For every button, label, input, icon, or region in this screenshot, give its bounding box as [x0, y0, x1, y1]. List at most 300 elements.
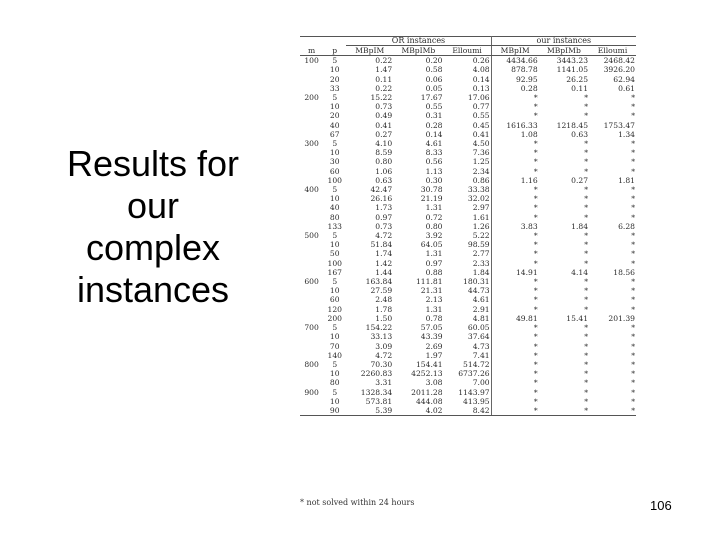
cell-value: 4.61 [472, 295, 490, 305]
cell-p: 120 [327, 304, 342, 314]
cell-value: * [631, 231, 635, 241]
cell-value: 1.47 [375, 65, 393, 75]
cell-value: * [491, 323, 539, 332]
column-header: p [323, 46, 346, 56]
cell-value: 0.11 [571, 83, 589, 93]
table-row [300, 286, 636, 295]
table-row [300, 102, 636, 111]
cell-m [300, 259, 323, 268]
cell-value: * [631, 240, 635, 250]
table-row [300, 240, 636, 249]
cell-p: 33 [329, 83, 340, 93]
cell-value: * [491, 295, 539, 304]
cell-value: * [584, 194, 589, 204]
cell-value: 15.41 [566, 313, 589, 323]
table-row [300, 259, 636, 268]
cell-value: 8.42 [444, 406, 492, 416]
cell-m: 200 [304, 93, 319, 103]
table-row [300, 249, 636, 258]
cell-value: 2468.42 [603, 56, 635, 66]
cell-m: 900 [304, 387, 319, 397]
table-row [300, 75, 636, 84]
cell-value: 1.16 [491, 176, 539, 185]
cell-value: 3443.23 [556, 56, 589, 66]
table-row [300, 65, 636, 74]
cell-value: 180.31 [463, 277, 490, 287]
cell-value: 17.67 [420, 93, 443, 103]
cell-m [300, 397, 323, 406]
cell-p: 70 [329, 341, 340, 351]
cell-value: 4.10 [375, 139, 393, 149]
cell-value: 2.33 [472, 258, 490, 268]
cell-p: 50 [329, 249, 340, 259]
cell-value: * [584, 148, 589, 158]
cell-p: 60 [329, 295, 340, 305]
cell-value: * [589, 406, 636, 416]
cell-value: * [491, 231, 539, 240]
cell-m [300, 286, 323, 295]
cell-value: 18.56 [613, 267, 635, 277]
cell-value: 3.08 [425, 378, 443, 388]
cell-value: 0.27 [571, 175, 589, 185]
cell-value: 64.05 [420, 240, 443, 250]
table-row [300, 176, 636, 185]
cell-value: 7.00 [472, 378, 490, 388]
table-row [300, 277, 636, 286]
cell-value: * [584, 295, 589, 305]
cell-value: 3926.20 [603, 65, 635, 75]
cell-value: 4.02 [393, 406, 443, 416]
cell-value: * [584, 304, 589, 314]
cell-value: * [584, 359, 589, 369]
cell-value: 0.27 [375, 129, 393, 139]
cell-m [300, 305, 323, 314]
cell-value: 0.55 [425, 102, 443, 112]
cell-value: 0.41 [472, 129, 490, 139]
cell-value: * [631, 369, 635, 379]
title-line: our [126, 185, 180, 226]
cell-value: 0.31 [425, 111, 443, 121]
cell-value: 413.95 [463, 396, 490, 406]
cell-value: 0.28 [491, 84, 539, 93]
cell-value: 44.73 [467, 286, 490, 296]
cell-value: * [631, 295, 635, 305]
cell-value: 1.06 [375, 166, 393, 176]
cell-value: 0.55 [472, 111, 490, 121]
cell-value: 0.88 [425, 267, 443, 277]
cell-value: * [491, 277, 539, 286]
cell-p: 10 [329, 240, 340, 250]
cell-m [300, 342, 323, 351]
cell-value: 3.83 [491, 222, 539, 231]
cell-value: 154.22 [365, 323, 393, 333]
cell-value: 27.59 [370, 286, 393, 296]
cell-value: * [584, 240, 589, 250]
cell-value: * [584, 332, 589, 342]
cell-value: * [491, 240, 539, 249]
cell-value: * [491, 249, 539, 258]
cell-value: 1.84 [571, 221, 589, 231]
table-row [300, 323, 636, 332]
cell-p: 80 [329, 378, 340, 388]
cell-value: 1218.45 [556, 120, 589, 130]
cell-value: 8.33 [425, 148, 443, 158]
cell-p: 140 [327, 350, 342, 360]
cell-value: * [631, 157, 635, 167]
cell-value: 0.61 [618, 83, 635, 93]
cell-value: 1.44 [375, 267, 393, 277]
cell-value: * [631, 166, 635, 176]
cell-value: * [491, 102, 539, 111]
table-row [300, 130, 636, 139]
cell-value: 0.13 [472, 83, 490, 93]
cell-value: 1.50 [375, 313, 393, 323]
cell-value: 878.78 [491, 65, 539, 74]
cell-value: * [584, 157, 589, 167]
cell-value: * [584, 93, 589, 103]
cell-value: 1.34 [618, 129, 635, 139]
cell-value: 1141.05 [556, 65, 589, 75]
cell-value: 5.39 [346, 406, 393, 416]
cell-value: * [491, 148, 539, 157]
cell-p: 5 [332, 387, 338, 397]
cell-value: 37.64 [467, 332, 490, 342]
cell-value: 0.14 [472, 74, 490, 84]
cell-value: * [491, 351, 539, 360]
table-row [300, 388, 636, 397]
cell-value: * [631, 194, 635, 204]
cell-value: 0.73 [375, 221, 393, 231]
cell-value: * [491, 378, 539, 387]
cell-value: 111.81 [415, 277, 443, 287]
cell-value: 70.30 [370, 359, 393, 369]
cell-p: 5 [332, 231, 338, 241]
cell-value: 1.08 [491, 130, 539, 139]
cell-value: 1753.47 [603, 120, 635, 130]
cell-value: * [491, 213, 539, 222]
results-table [300, 36, 636, 416]
cell-p: 67 [329, 129, 340, 139]
cell-m: 100 [304, 56, 319, 66]
cell-p: 100 [327, 258, 342, 268]
cell-value: 7.36 [472, 148, 490, 158]
cell-value: 32.02 [467, 194, 490, 204]
cell-value: * [584, 323, 589, 333]
cell-p: 30 [329, 157, 340, 167]
cell-value: 98.59 [467, 240, 490, 250]
cell-value: 4.61 [425, 139, 443, 149]
cell-p: 40 [329, 120, 340, 130]
cell-p: 100 [327, 175, 342, 185]
cell-value: * [631, 396, 635, 406]
cell-value: 21.19 [420, 194, 443, 204]
cell-p: 5 [332, 323, 338, 333]
cell-value: 4.72 [375, 231, 393, 241]
cell-value: * [631, 332, 635, 342]
cell-value: 1.31 [425, 304, 443, 314]
results-table-container [300, 36, 636, 416]
cell-value: 8.59 [375, 148, 393, 158]
cell-value: * [631, 249, 635, 259]
cell-m [300, 111, 323, 120]
cell-m [300, 65, 323, 74]
cell-p: 5 [332, 93, 338, 103]
cell-p: 5 [332, 359, 338, 369]
cell-m [300, 148, 323, 157]
title-line: instances [76, 269, 230, 310]
our-instances-header: our instances [491, 37, 636, 46]
table-row [300, 121, 636, 130]
cell-value: 3.09 [375, 341, 393, 351]
cell-value: * [491, 305, 539, 314]
cell-value: 62.94 [613, 74, 635, 84]
cell-value: 30.78 [420, 185, 443, 195]
cell-value: 0.72 [425, 212, 443, 222]
cell-value: 3.92 [425, 231, 443, 241]
cell-value: 33.38 [467, 185, 490, 195]
cell-value: * [491, 286, 539, 295]
table-row [300, 378, 636, 387]
table-row [300, 111, 636, 120]
cell-value: * [491, 388, 539, 397]
cell-value: * [491, 167, 539, 176]
cell-value: 33.13 [370, 332, 393, 342]
table-row [300, 360, 636, 369]
cell-value: 1.26 [472, 221, 490, 231]
cell-value: 0.80 [425, 221, 443, 231]
cell-p: 80 [329, 212, 340, 222]
cell-p: 5 [332, 185, 338, 195]
cell-value: 2260.83 [360, 369, 393, 379]
cell-m [300, 194, 323, 203]
cell-value: * [584, 286, 589, 296]
cell-value: * [631, 387, 635, 397]
cell-value: * [584, 369, 589, 379]
cell-value: * [631, 111, 635, 121]
cell-value: 0.58 [425, 65, 443, 75]
cell-value: 0.86 [472, 175, 490, 185]
cell-value: 0.45 [472, 120, 490, 130]
cell-p: 10 [329, 332, 340, 342]
cell-value: 0.77 [472, 102, 490, 112]
cell-value: 1.31 [425, 203, 443, 213]
cell-value: * [631, 323, 635, 333]
cell-value: * [491, 111, 539, 120]
cell-value: 2.69 [425, 341, 443, 351]
cell-value: 0.73 [375, 102, 393, 112]
cell-value: * [584, 212, 589, 222]
cell-value: * [631, 341, 635, 351]
table-row [300, 314, 636, 323]
cell-value: * [584, 139, 589, 149]
cell-value: 0.26 [472, 56, 490, 66]
cell-value: * [584, 249, 589, 259]
cell-value: 1.13 [425, 166, 443, 176]
cell-value: * [584, 396, 589, 406]
cell-m: 800 [304, 359, 319, 369]
cell-value: * [584, 102, 589, 112]
cell-value: 1.42 [375, 258, 393, 268]
cell-value: 1143.97 [458, 387, 490, 397]
table-row [300, 148, 636, 157]
cell-value: 2.13 [425, 295, 443, 305]
cell-value: 0.80 [375, 157, 393, 167]
cell-m: 300 [304, 139, 319, 149]
column-header: MBpIM [346, 46, 393, 56]
cell-value: 2.48 [375, 295, 393, 305]
cell-m [300, 378, 323, 387]
cell-m [300, 222, 323, 231]
cell-p: 60 [329, 166, 340, 176]
cell-p: 40 [329, 203, 340, 213]
cell-p: 200 [327, 313, 342, 323]
cell-value: * [584, 378, 589, 388]
cell-value: * [631, 148, 635, 158]
cell-p: 10 [329, 102, 340, 112]
cell-value: 444.08 [415, 396, 443, 406]
table-row [300, 213, 636, 222]
cell-value: 0.22 [375, 83, 393, 93]
column-header: Elloumi [589, 46, 636, 56]
cell-value: 0.28 [425, 120, 443, 130]
cell-value: 5.22 [472, 231, 490, 241]
cell-value: * [631, 203, 635, 213]
cell-value: 0.30 [425, 175, 443, 185]
cell-value: 4252.13 [411, 369, 443, 379]
cell-value: 2.34 [472, 166, 490, 176]
cell-value: 0.11 [375, 74, 393, 84]
table-row [300, 139, 636, 148]
cell-m [300, 213, 323, 222]
cell-value: * [631, 212, 635, 222]
cell-p: 10 [329, 369, 340, 379]
cell-value: 0.78 [425, 313, 443, 323]
cell-value: 60.05 [467, 323, 490, 333]
cell-value: 21.31 [420, 286, 443, 296]
column-header: MBpIMb [393, 46, 443, 56]
cell-m [300, 240, 323, 249]
cell-m [300, 176, 323, 185]
table-row [300, 194, 636, 203]
cell-value: * [491, 157, 539, 166]
cell-value: * [539, 406, 589, 416]
cell-value: * [491, 406, 539, 416]
cell-value: 2.91 [472, 304, 490, 314]
column-header: MBpIMb [539, 46, 589, 56]
cell-m [300, 351, 323, 360]
cell-value: * [584, 185, 589, 195]
cell-m: 500 [304, 231, 319, 241]
table-row [300, 84, 636, 93]
cell-value: 0.97 [375, 212, 393, 222]
cell-m [300, 203, 323, 212]
cell-value: 1.78 [375, 304, 393, 314]
table-row [300, 185, 636, 194]
cell-value: * [584, 111, 589, 121]
cell-m [300, 332, 323, 341]
cell-value: 163.84 [365, 277, 393, 287]
results-table-body [300, 56, 636, 416]
cell-value: 0.49 [375, 111, 393, 121]
cell-m [300, 406, 323, 416]
cell-value: 4.81 [472, 313, 490, 323]
cell-value: * [584, 277, 589, 287]
cell-value: * [584, 166, 589, 176]
table-row [300, 222, 636, 231]
cell-value: 1.74 [375, 249, 393, 259]
cell-value: 6737.26 [458, 369, 490, 379]
cell-value: * [631, 139, 635, 149]
table-row [300, 157, 636, 166]
cell-value: * [584, 350, 589, 360]
cell-p: 167 [327, 267, 342, 277]
cell-value: 57.05 [420, 323, 443, 333]
cell-value: 0.22 [375, 56, 393, 66]
cell-value: 49.81 [491, 314, 539, 323]
title-line: complex [85, 227, 221, 268]
cell-value: 4.73 [472, 341, 490, 351]
title-line: Results for [66, 143, 240, 184]
cell-value: * [631, 304, 635, 314]
or-instances-header: OR instances [346, 37, 491, 46]
cell-m [300, 369, 323, 378]
cell-m [300, 314, 323, 323]
cell-value: * [631, 93, 635, 103]
table-row [300, 332, 636, 341]
cell-value: 26.25 [566, 74, 589, 84]
cell-value: * [631, 359, 635, 369]
table-row [300, 295, 636, 304]
cell-p: 10 [329, 286, 340, 296]
cell-value: 6.28 [618, 221, 635, 231]
cell-value: 154.41 [415, 359, 443, 369]
cell-p: 10 [329, 396, 340, 406]
cell-value: 573.81 [365, 396, 393, 406]
cell-m: 600 [304, 277, 319, 287]
cell-value: * [491, 93, 539, 102]
cell-value: 26.16 [370, 194, 393, 204]
cell-value: 7.41 [472, 350, 490, 360]
cell-m [300, 268, 323, 277]
cell-p: 20 [329, 74, 340, 84]
cell-value: 1.97 [425, 350, 443, 360]
cell-m: 700 [304, 323, 319, 333]
cell-value: 3.31 [375, 378, 393, 388]
cell-value: * [631, 185, 635, 195]
table-row [300, 268, 636, 277]
table-row [300, 93, 636, 102]
cell-value: 1.61 [472, 212, 490, 222]
table-row [300, 397, 636, 406]
cell-value: 1328.34 [360, 387, 393, 397]
cell-value: * [491, 342, 539, 351]
cell-value: 0.14 [425, 129, 443, 139]
cell-p: 5 [332, 139, 338, 149]
cell-value: * [491, 259, 539, 268]
cell-value: 4.50 [472, 139, 490, 149]
cell-value: 0.20 [425, 56, 443, 66]
cell-value: 14.91 [491, 268, 539, 277]
cell-m [300, 249, 323, 258]
cell-value: 1616.33 [491, 121, 539, 130]
cell-value: * [631, 102, 635, 112]
cell-value: 0.97 [425, 258, 443, 268]
cell-value: * [584, 387, 589, 397]
cell-p: 90 [323, 406, 346, 416]
cell-value: * [631, 378, 635, 388]
cell-p: 5 [332, 56, 338, 66]
cell-value: * [631, 286, 635, 296]
